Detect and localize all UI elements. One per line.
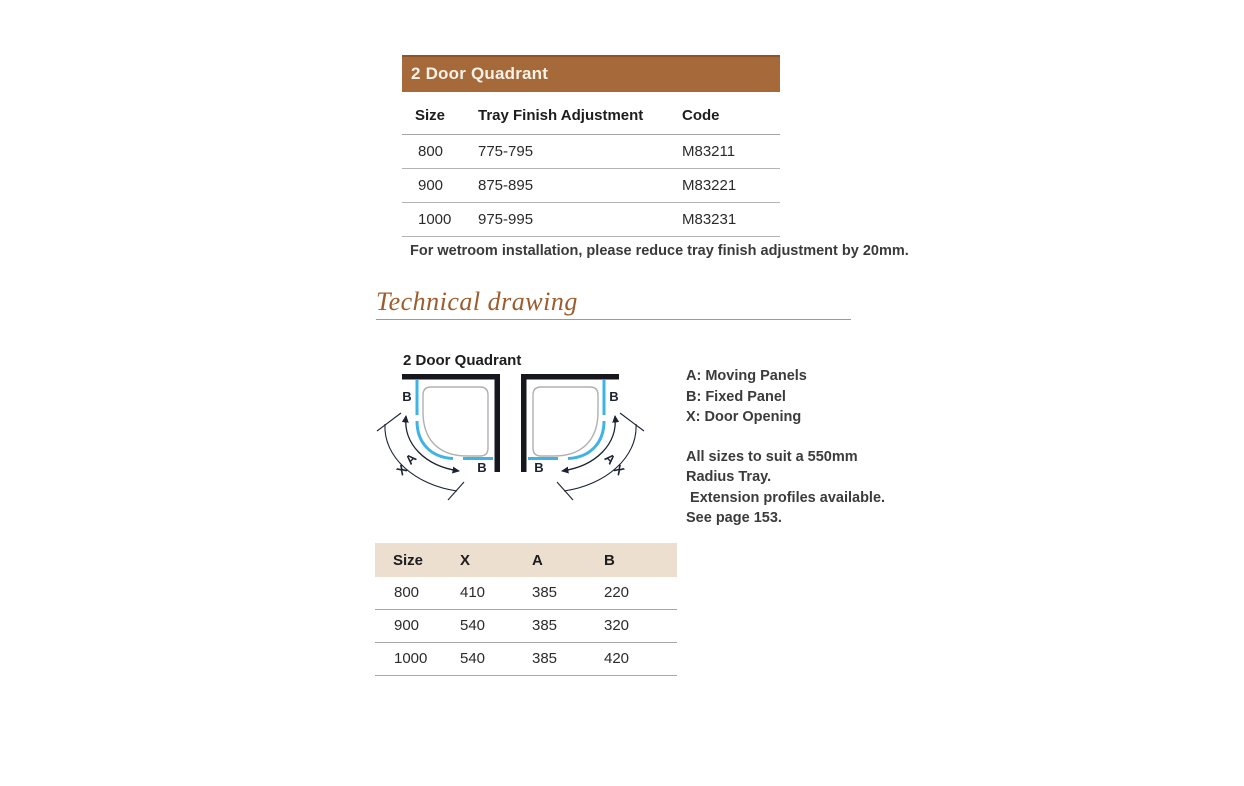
label-door-opening: X [610,461,628,479]
note-extension-profiles: Extension profiles available. [686,489,886,506]
wall-top [402,374,500,380]
dims-table-header-row [375,543,677,577]
table-row [402,135,780,169]
note-see-page: See page 153. [686,510,782,526]
legend-door-opening: X: Door Opening [686,409,802,425]
spec-cell-code: M83231 [682,203,780,237]
spec-table [402,92,780,237]
dimensions-table-section [375,543,677,676]
dims-col-size: Size [375,543,460,577]
spec-col-tray-finish-adjustment: Tray Finish Adjustment [478,92,682,135]
table-row [375,643,677,676]
spec-cell-code: M83211 [682,135,780,169]
spec-table-header-row [402,92,780,135]
dims-cell-b: 420 [604,643,677,676]
dims-cell-x: 540 [460,610,532,643]
dims-cell-a: 385 [532,577,604,610]
dimension-tick [557,482,573,500]
wetroom-note: For wetroom installation, please reduce tray finish adjustment by 20mm. [410,243,909,259]
spec-cell-size: 900 [402,169,478,203]
legend-moving-panels: A: Moving Panels [686,368,807,384]
dims-cell-a: 385 [532,610,604,643]
dimension-tick [620,413,644,431]
quadrant-diagram-right [511,369,646,514]
label-door-opening: X [393,461,411,479]
diagram-legend [686,366,901,529]
dimension-tick [377,413,401,431]
spec-cell-adjustment: 975-995 [478,203,682,237]
table-row [402,203,780,237]
dimension-tick [448,482,464,500]
tray-outline [423,387,488,456]
spec-cell-size: 1000 [402,203,478,237]
spec-table-section [402,55,780,237]
wall-top [521,374,619,380]
label-fixed-panel-bottom: B [534,460,544,475]
spec-cell-adjustment: 775-795 [478,135,682,169]
dims-cell-x: 410 [460,577,532,610]
spec-cell-adjustment: 875-895 [478,169,682,203]
label-moving-panel: A [601,450,619,468]
dims-cell-x: 540 [460,643,532,676]
label-fixed-panel-top: B [609,389,619,404]
wall-right [495,374,501,472]
dims-cell-a: 385 [532,643,604,676]
label-fixed-panel-bottom: B [477,460,487,475]
dims-col-b: B [604,543,677,577]
wall-left [521,374,527,472]
spec-cell-code: M83221 [682,169,780,203]
diagram-geometry-mirrored [521,374,644,500]
table-row [402,169,780,203]
dims-cell-size: 800 [375,577,460,610]
spec-col-size: Size [402,92,478,135]
dimensions-table [375,543,677,676]
diagram-title: 2 Door Quadrant [403,352,522,369]
dims-cell-b: 320 [604,610,677,643]
diagram-notes [686,447,901,529]
spec-col-code: Code [682,92,780,135]
spec-table-title-bar [402,55,780,92]
table-row [375,577,677,610]
spec-cell-size: 800 [402,135,478,169]
dims-cell-size: 1000 [375,643,460,676]
spec-table-title: 2 Door Quadrant [411,64,549,83]
technical-drawing-heading: Technical drawing [376,287,578,316]
dims-cell-b: 220 [604,577,677,610]
heading-underline [376,319,851,320]
dims-col-x: X [460,543,532,577]
tray-outline [533,387,598,456]
label-fixed-panel-top: B [402,389,412,404]
quadrant-diagram-left [375,369,510,514]
label-moving-panel: A [402,450,420,468]
legend-fixed-panel: B: Fixed Panel [686,388,786,405]
diagram-geometry [377,374,500,500]
dims-col-a: A [532,543,604,577]
table-row [375,610,677,643]
note-radius-tray: All sizes to suit a 550mm Radius Tray. [686,448,862,485]
dims-cell-size: 900 [375,610,460,643]
